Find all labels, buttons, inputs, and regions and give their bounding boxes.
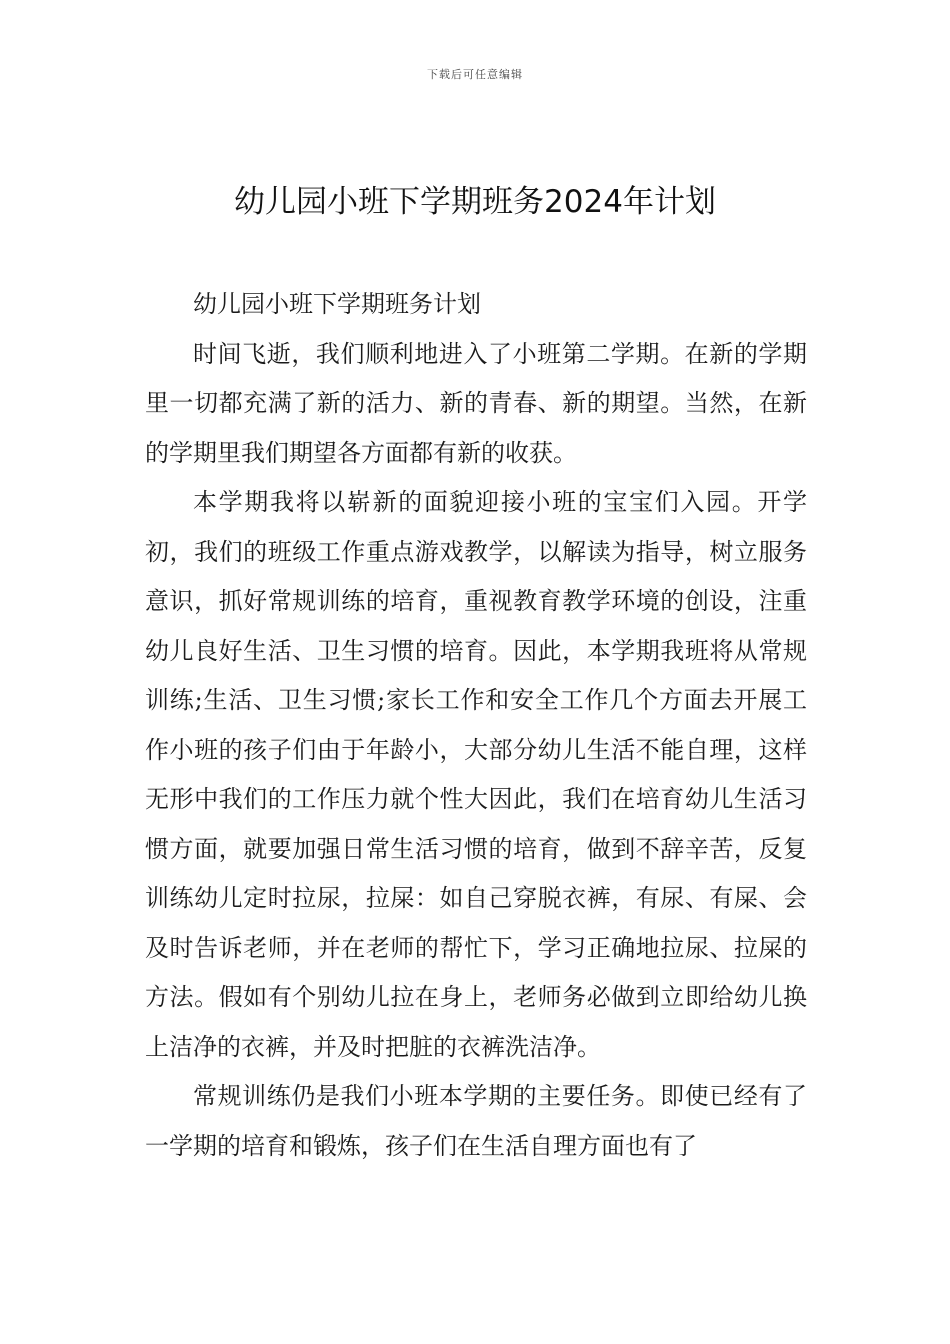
body-paragraph-1: 时间飞逝，我们顺利地进入了小班第二学期。在新的学期里一切都充满了新的活力、新的青春、新的期望。当然，在新的学期里我们期望各方面都有新的收获。 xyxy=(145,339,807,467)
body-paragraph-3: 常规训练仍是我们小班本学期的主要任务。即使已经有了一学期的培育和锻炼，孩子们在生活自理方面也有了 xyxy=(145,1082,807,1160)
document-body xyxy=(145,280,807,1171)
subtitle-paragraph: 幼儿园小班下学期班务计划 xyxy=(193,290,481,318)
document-title: 幼儿园小班下学期班务2024年计划 xyxy=(234,184,716,220)
body-paragraph-2: 本学期我将以崭新的面貌迎接小班的宝宝们入园。开学初，我们的班级工作重点游戏教学，以解读为指导，树立服务意识，抓好常规训练的培育，重视教育教学环境的创设，注重幼儿良好生活、卫生习惯的培育。因此，本学期我班将从常规训练;生活、卫生习惯;家长工作和安全工作几个方面去开展工作小班的孩子们由于年龄小，大部分幼儿生活不能自理，这样无形中我们的工作压力就个性大因此，我们在培育幼儿生活习惯方面，就要加强日常生活习惯的培育，做到不辞辛苦，反复训练幼儿定时拉尿，拉屎：如自己穿脱衣裤，有尿、有屎、会及时告诉老师，并在老师的帮忙下，学习正确地拉尿、拉屎的方法。假如有个别幼儿拉在身上，老师务必做到立即给幼儿换上洁净的衣裤，并及时把脏的衣裤洗洁净。 xyxy=(145,488,807,1061)
header-note: 下载后可任意编辑 xyxy=(427,68,523,81)
